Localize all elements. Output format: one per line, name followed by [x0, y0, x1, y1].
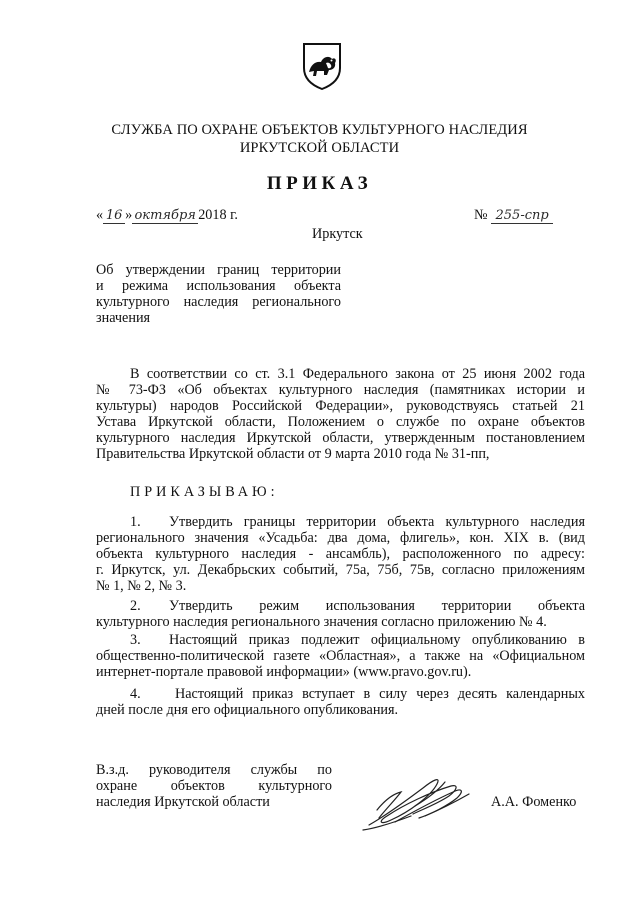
item-1-number: 1.	[130, 514, 141, 530]
item-2-line-2: культурного наследия регионального значения согласно приложению № 4.	[96, 614, 547, 630]
date-year: 2018 г.	[198, 207, 238, 223]
subject-line-2: и режима использования объекта	[96, 278, 341, 294]
subject-line-3: культурного наследия регионального	[96, 294, 341, 310]
signatory-name: А.А. Фоменко	[491, 794, 577, 810]
item-1-line-3: объекта культурного наследия - ансамбль), расположенного по адресу:	[96, 546, 585, 562]
date-close-quote: »	[125, 207, 133, 223]
order-word: ПРИКАЗЫВАЮ:	[130, 484, 279, 500]
date-day-handwritten: 16	[103, 208, 125, 224]
handwritten-signature	[355, 770, 485, 840]
preamble-line-4: Устава Иркутской области, Положением о службе по охране объектов	[96, 414, 585, 430]
agency-name-line-2: ИРКУТСКОЙ ОБЛАСТИ	[239, 140, 400, 156]
item-3-line-2: общественно-политической газете «Областная», а также на «Официальном	[96, 648, 585, 664]
item-3-number: 3.	[130, 632, 141, 648]
item-2-number: 2.	[130, 598, 141, 614]
agency-name-line-1: СЛУЖБА ПО ОХРАНЕ ОБЪЕКТОВ КУЛЬТУРНОГО НАСЛЕДИЯ	[111, 122, 528, 138]
preamble-line-1: В соответствии со ст. 3.1 Федерального закона от 25 июня 2002 года	[130, 366, 585, 382]
item-1-line-4: г. Иркутск, ул. Декабрьских событий, 75а, 75б, 75в, согласно приложениям	[96, 562, 585, 578]
item-4-number: 4.	[130, 686, 141, 702]
document-title: ПРИКАЗ	[266, 173, 373, 194]
subject-line-1: Об утверждении границ территории	[96, 262, 341, 278]
date-month-handwritten: октября	[132, 208, 198, 224]
item-3-line-1: Настоящий приказ подлежит официальному опубликованию в	[169, 632, 585, 648]
item-4-line-2: дней после дня его официального опубликования.	[96, 702, 399, 718]
date-open-quote: «	[96, 207, 104, 223]
item-1-line-5: № 1, № 2, № 3.	[96, 578, 187, 594]
coat-of-arms-icon	[302, 42, 342, 90]
item-4-line-1: Настоящий приказ вступает в силу через десять календарных	[175, 686, 585, 702]
order-date	[96, 207, 238, 224]
number-sign: №	[474, 207, 488, 223]
city-name: Иркутск	[312, 226, 363, 242]
signatory-position-line-2: охране объектов культурного	[96, 778, 332, 794]
order-number	[474, 207, 553, 224]
signatory-position-line-1: В.з.д. руководителя службы по	[96, 762, 332, 778]
item-1-line-2: регионального значения «Усадьба: два дома, флигель», кон. XIX в. (вид	[96, 530, 585, 546]
preamble-line-2: № 73-ФЗ «Об объектах культурного наследия (памятниках истории и	[96, 382, 585, 398]
item-1-line-1: Утвердить границы территории объекта культурного наследия	[169, 514, 585, 530]
item-3-line-3: интернет-портале правовой информации» (www.pravo.gov.ru).	[96, 664, 472, 680]
subject-line-4: значения	[96, 310, 151, 326]
number-handwritten: 255-спр	[491, 208, 553, 224]
preamble-line-5: культурного наследия Иркутской области, утвержденным постановлением	[96, 430, 585, 446]
signatory-position-line-3: наследия Иркутской области	[96, 794, 270, 810]
item-2-line-1: Утвердить режим использования территории объекта	[169, 598, 585, 614]
preamble-line-3: культуры) народов Российской Федерации», руководствуясь статьей 21	[96, 398, 585, 414]
preamble-line-6: Правительства Иркутской области от 9 марта 2010 года № 31-пп,	[96, 446, 490, 462]
